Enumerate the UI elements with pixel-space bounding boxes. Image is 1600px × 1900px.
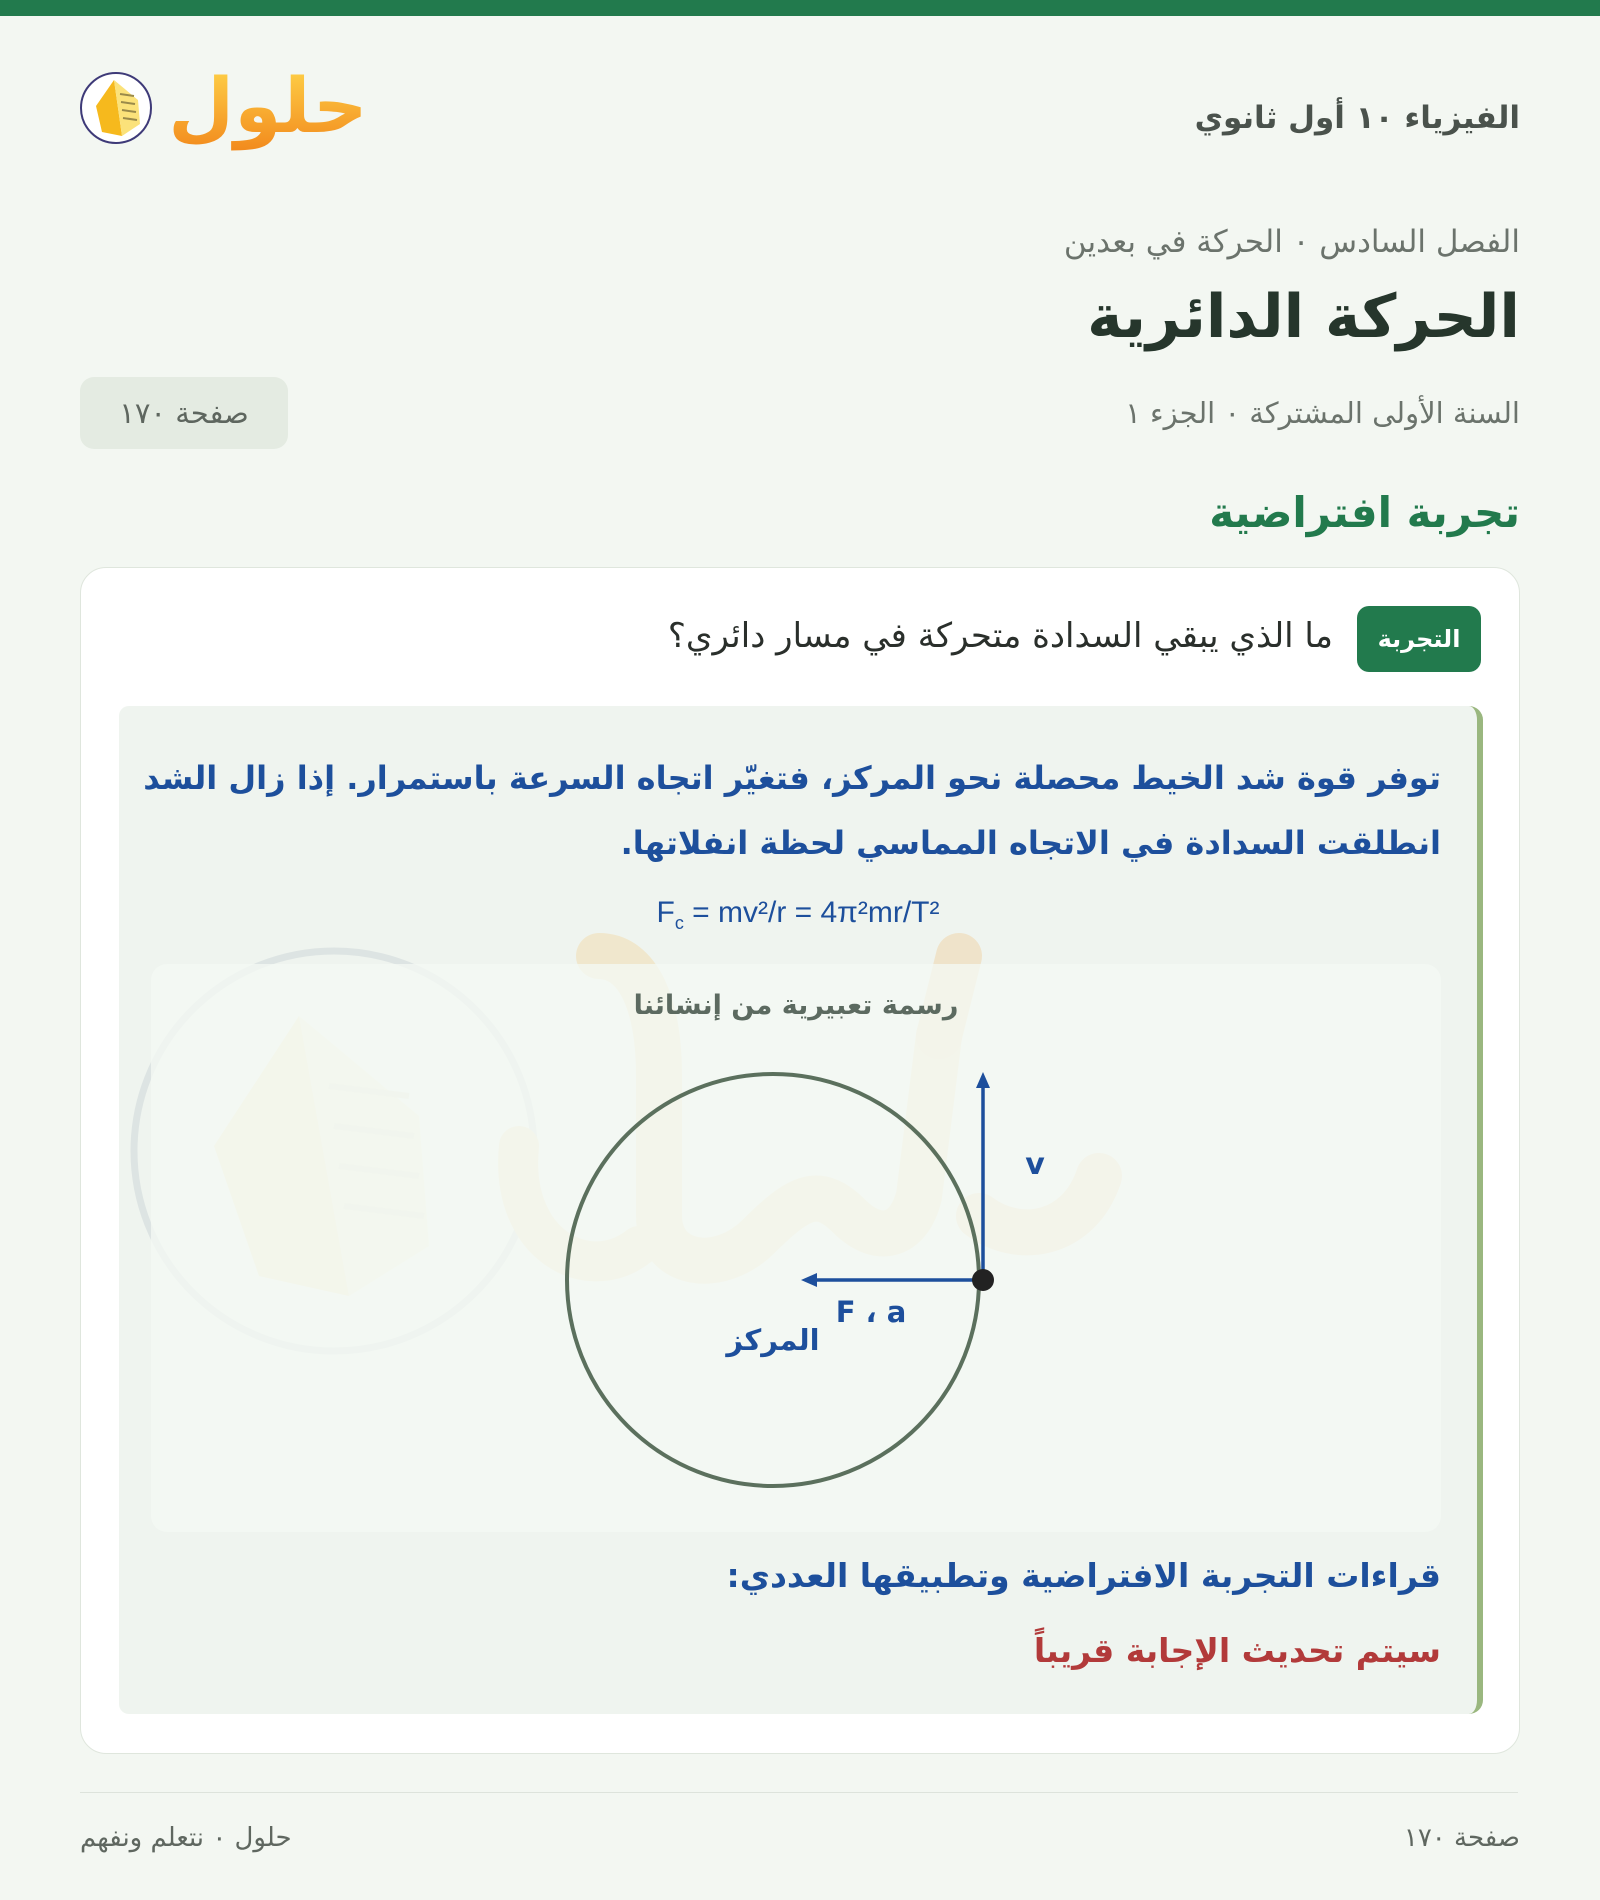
experiment-question: ما الذي يبقي السدادة متحركة في مسار دائري؟ — [667, 616, 1333, 656]
answer-text: توفر قوة شد الخيط محصلة نحو المركز، فتغيّر اتجاه السرعة باستمرار. إذا زال الشد انطلقت السدادة في الاتجاه المماسي لحظة انفلاتها. — [143, 759, 1441, 862]
centripetal-formula: $F_c = mv^2/r = 4\pi^2mr/T^2$ — [656, 896, 940, 933]
center-label: المركز — [726, 1323, 820, 1357]
lesson-title: الحركة الدائرية — [1087, 282, 1520, 352]
circular-motion-diagram — [151, 964, 1441, 1532]
force-arrowhead — [801, 1273, 817, 1287]
footer-page: صفحة ١٧٠ — [1403, 1823, 1520, 1853]
experiment-badge: التجربة — [1357, 606, 1481, 672]
stopper-mass — [972, 1269, 994, 1291]
logo-text: حلول — [168, 62, 368, 150]
footer-divider — [80, 1792, 1518, 1793]
page-badge: صفحة ١٧٠ — [80, 377, 288, 449]
book-meta: السنة الأولى المشتركة ٠ الجزء ١ — [1125, 396, 1520, 430]
figure-caption: رسمة تعبيرية من إنشائنا — [633, 990, 959, 1021]
readings-heading: قراءات التجربة الافتراضية وتطبيقها العددي: — [726, 1556, 1441, 1595]
velocity-arrowhead — [976, 1072, 990, 1088]
chapter-title: الفصل السادس ٠ الحركة في بعدين — [1063, 224, 1520, 260]
circular-motion-figure — [151, 964, 1441, 1532]
logo-mark — [80, 62, 370, 182]
pending-note: سيتم تحديث الإجابة قريباً — [1033, 1631, 1441, 1670]
site-logo[interactable] — [80, 62, 370, 182]
top-accent-bar — [0, 0, 1600, 16]
velocity-label: v — [1025, 1147, 1045, 1182]
footer-brand: حلول ٠ نتعلم ونفهم — [80, 1823, 292, 1853]
answer-box — [119, 706, 1483, 1714]
force-label: F ، a — [835, 1295, 907, 1329]
section-title: تجربة افتراضية — [1209, 488, 1520, 537]
experiment-card — [80, 567, 1520, 1754]
subject-title: الفيزياء ١٠ أول ثانوي — [1194, 100, 1520, 136]
